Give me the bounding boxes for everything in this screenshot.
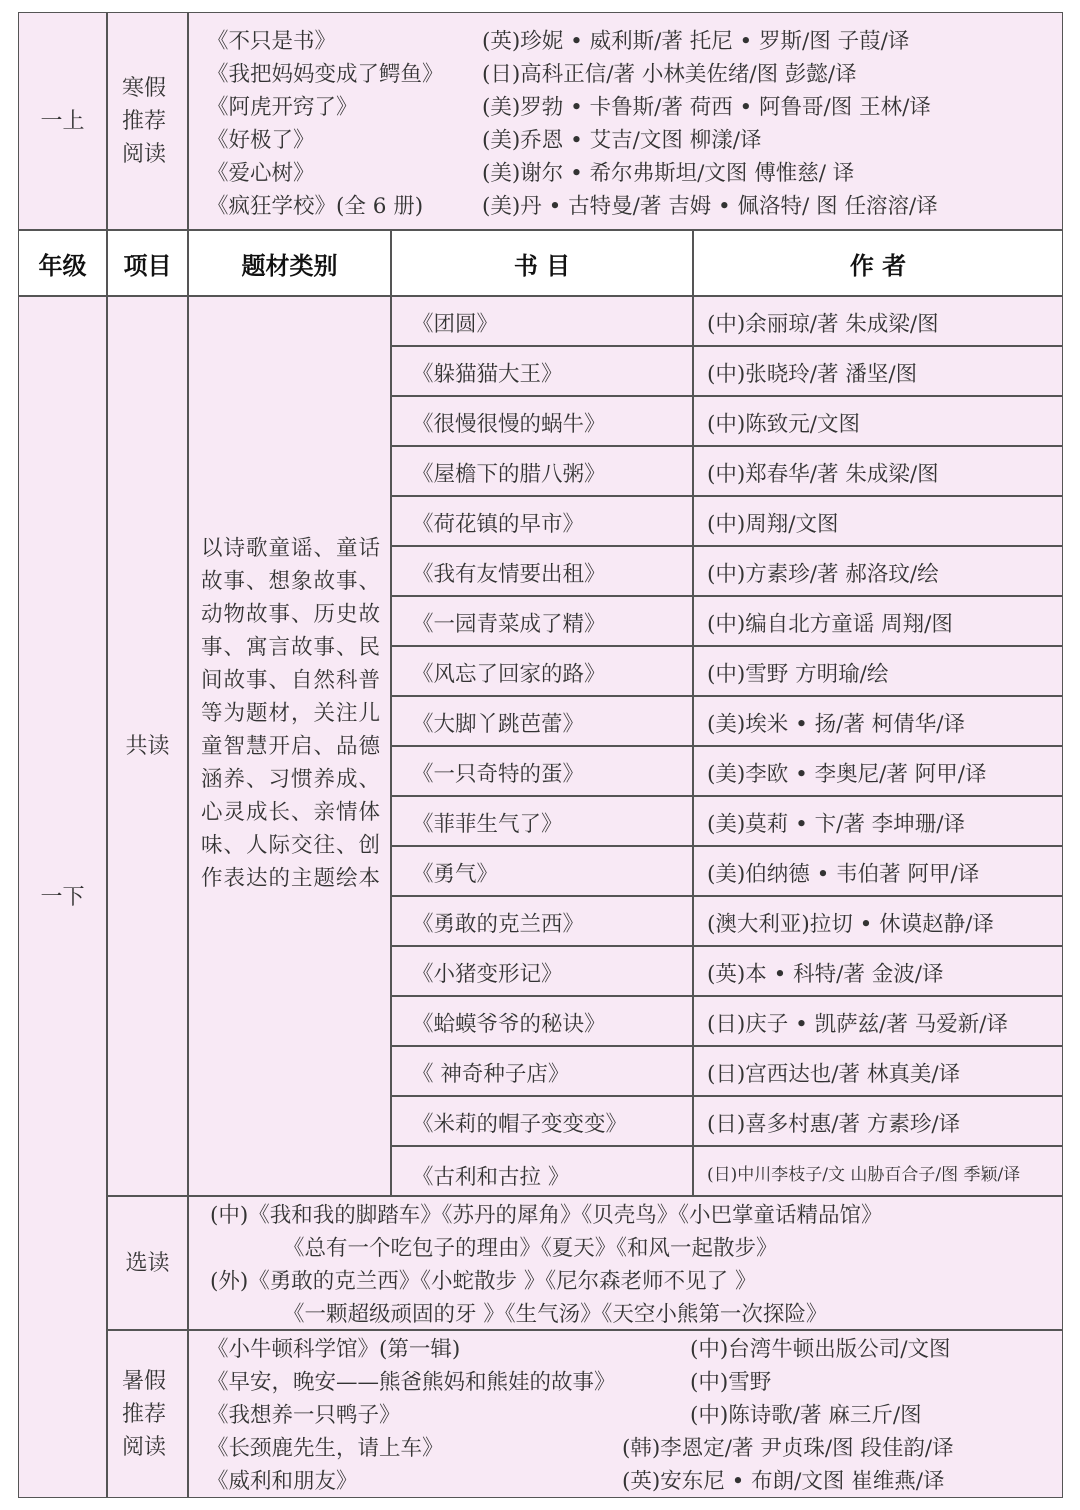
shared-book-title: 《小猪变形记》 bbox=[412, 962, 563, 987]
winter-book-title: 《爱心树》 bbox=[207, 161, 315, 186]
winter-book-author: (美)丹 • 古特曼/著 吉姆 • 佩洛特/ 图 任溶溶/译 bbox=[482, 194, 938, 219]
divider bbox=[390, 545, 1063, 547]
winter-book-author: (日)高科正信/著 小林美佐绪/图 彭懿/译 bbox=[482, 62, 857, 87]
shared-book-title: 《我有友情要出租》 bbox=[412, 562, 606, 587]
shared-book-author: (日)庆子 • 凯萨兹/著 马爱新/译 bbox=[707, 1012, 1008, 1037]
shared-book-title: 《一园青菜成了精》 bbox=[412, 612, 606, 637]
summer-book-author: (中)雪野 bbox=[690, 1370, 772, 1395]
divider bbox=[390, 595, 1063, 597]
divider bbox=[390, 845, 1063, 847]
header-item: 项目 bbox=[107, 230, 188, 296]
shared-book-author: (英)本 • 科特/著 金波/译 bbox=[707, 962, 944, 987]
shared-book-title: 《荷花镇的早市》 bbox=[412, 512, 585, 537]
header-theme: 题材类别 bbox=[188, 230, 391, 296]
shared-book-title: 《团圆》 bbox=[412, 312, 499, 337]
item-label-winter: 寒假推荐阅读 bbox=[122, 75, 167, 167]
divider bbox=[390, 645, 1063, 647]
summer-book-title: 《我想养一只鸭子》 bbox=[207, 1403, 401, 1428]
divider bbox=[390, 895, 1063, 897]
summer-book-author: (韩)李恩定/著 尹贞珠/图 段佳韵/译 bbox=[622, 1436, 954, 1461]
divider bbox=[390, 395, 1063, 397]
shared-book-author: (美)莫莉 • 卞/著 李坤珊/译 bbox=[707, 812, 965, 837]
shared-book-author: (美)伯纳德 • 韦伯著 阿甲/译 bbox=[707, 862, 980, 887]
divider bbox=[390, 345, 1063, 347]
shared-book-title: 《 神奇种子店》 bbox=[412, 1062, 570, 1087]
shared-book-author: (中)方素珍/著 郝洛玟/绘 bbox=[707, 562, 939, 587]
shared-book-author: (美)埃米 • 扬/著 柯倩华/译 bbox=[707, 712, 965, 737]
divider bbox=[390, 995, 1063, 997]
shared-book-author: (中)雪野 方明瑜/绘 bbox=[707, 662, 889, 687]
shared-book-author: (澳大利亚)拉切 • 休谟赵静/译 bbox=[707, 912, 994, 937]
elective-line: (中)《我和我的脚踏车》《苏丹的犀角》《贝壳鸟》《小巴掌童话精品馆》 bbox=[210, 1203, 883, 1228]
shared-book-author: (中)周翔/文图 bbox=[707, 512, 839, 537]
winter-book-author: (英)珍妮 • 威利斯/著 托尼 • 罗斯/图 子葭/译 bbox=[482, 29, 910, 54]
divider bbox=[390, 1145, 1063, 1147]
shared-book-title: 《风忘了回家的路》 bbox=[412, 662, 606, 687]
summer-book-author: (中)台湾牛顿出版公司/文图 bbox=[690, 1337, 951, 1362]
shared-book-author: (中)郑春华/著 朱成梁/图 bbox=[707, 462, 939, 487]
shared-book-author: (美)李欧 • 李奥尼/著 阿甲/译 bbox=[707, 762, 987, 787]
header-books: 书 目 bbox=[391, 230, 693, 296]
shared-book-author: (中)陈致元/文图 bbox=[707, 412, 861, 437]
theme-description: 以诗歌童谣、童话故事、想象故事、动物故事、历史故事、寓言故事、民间故事、自然科普等为题材，关注儿童智慧开启、品德涵养、习惯养成、心灵成长、亲情体味、人际交往、创作表达的主题绘本 bbox=[201, 536, 382, 891]
grade-label-1b: 一下 bbox=[40, 884, 85, 910]
winter-book-title: 《疯狂学校》(全 6 册) bbox=[207, 194, 424, 219]
winter-book-title: 《不只是书》 bbox=[207, 29, 337, 54]
divider bbox=[390, 695, 1063, 697]
shared-book-title: 《大脚丫跳芭蕾》 bbox=[412, 712, 585, 737]
item-label-elective: 选读 bbox=[125, 1250, 170, 1276]
shared-book-title: 《屋檐下的腊八粥》 bbox=[412, 462, 606, 487]
shared-book-author: (中)余丽琼/著 朱成梁/图 bbox=[707, 312, 939, 337]
shared-book-author: (日)中川李枝子/文 山胁百合子/图 季颖/译 bbox=[707, 1165, 1021, 1185]
shared-book-author: (日)宫西达也/著 林真美/译 bbox=[707, 1062, 961, 1087]
winter-book-title: 《好极了》 bbox=[207, 128, 315, 153]
shared-book-title: 《一只奇特的蛋》 bbox=[412, 762, 585, 787]
elective-line: (外)《勇敢的克兰西》《小蛇散步 》《尼尔森老师不见了 》 bbox=[210, 1269, 757, 1294]
item-label-summer: 暑假推荐阅读 bbox=[122, 1368, 167, 1460]
summer-book-author: (中)陈诗歌/著 麻三斤/图 bbox=[690, 1403, 922, 1428]
summer-book-author: (英)安东尼 • 布朗/文图 崔维燕/译 bbox=[622, 1469, 945, 1494]
divider bbox=[390, 745, 1063, 747]
shared-book-title: 《很慢很慢的蜗牛》 bbox=[412, 412, 606, 437]
summer-book-title: 《威利和朋友》 bbox=[207, 1469, 358, 1494]
summer-book-title: 《长颈鹿先生，请上车》 bbox=[207, 1436, 444, 1461]
grade-label-1a: 一上 bbox=[40, 108, 85, 134]
divider bbox=[390, 795, 1063, 797]
summer-book-title: 《早安，晚安——熊爸熊妈和熊娃的故事》 bbox=[207, 1370, 616, 1395]
elective-line: 《一颗超级顽固的牙 》《生气汤》《天空小熊第一次探险》 bbox=[283, 1302, 828, 1327]
divider bbox=[390, 230, 392, 1196]
shared-book-title: 《勇气》 bbox=[412, 862, 499, 887]
shared-book-title: 《菲菲生气了》 bbox=[412, 812, 563, 837]
divider bbox=[18, 229, 1063, 231]
header-author: 作 者 bbox=[693, 230, 1063, 296]
divider bbox=[390, 1045, 1063, 1047]
divider bbox=[390, 445, 1063, 447]
shared-book-title: 《勇敢的克兰西》 bbox=[412, 912, 585, 937]
winter-book-author: (美)谢尔 • 希尔弗斯坦/文图 傅惟慈/ 译 bbox=[482, 161, 855, 186]
shared-book-title: 《古利和古拉 》 bbox=[412, 1165, 570, 1190]
winter-book-author: (美)罗勃 • 卡鲁斯/著 荷西 • 阿鲁哥/图 王林/译 bbox=[482, 95, 931, 120]
divider bbox=[106, 1329, 1063, 1331]
divider bbox=[692, 230, 694, 1196]
winter-book-title: 《我把妈妈变成了鳄鱼》 bbox=[207, 62, 444, 87]
shared-book-author: (中)张晓玲/著 潘坚/图 bbox=[707, 362, 918, 387]
divider bbox=[390, 945, 1063, 947]
header-grade: 年级 bbox=[18, 230, 107, 296]
shared-book-author: (日)喜多村惠/著 方素珍/译 bbox=[707, 1112, 961, 1137]
divider bbox=[390, 1095, 1063, 1097]
shared-book-title: 《蛤蟆爷爷的秘诀》 bbox=[412, 1012, 606, 1037]
winter-book-author: (美)乔恩 • 艾吉/文图 柳漾/译 bbox=[482, 128, 762, 153]
shared-book-title: 《躲猫猫大王》 bbox=[412, 362, 563, 387]
shared-book-title: 《米莉的帽子变变变》 bbox=[412, 1112, 628, 1137]
shared-book-author: (中)编自北方童谣 周翔/图 bbox=[707, 612, 953, 637]
divider bbox=[106, 1195, 1063, 1197]
divider bbox=[390, 495, 1063, 497]
summer-book-title: 《小牛顿科学馆》(第一辑) bbox=[207, 1337, 461, 1362]
item-label-shared: 共读 bbox=[125, 733, 170, 759]
elective-line: 《总有一个吃包子的理由》《夏天》《和风一起散步》 bbox=[283, 1236, 778, 1261]
winter-book-title: 《阿虎开窍了》 bbox=[207, 95, 358, 120]
